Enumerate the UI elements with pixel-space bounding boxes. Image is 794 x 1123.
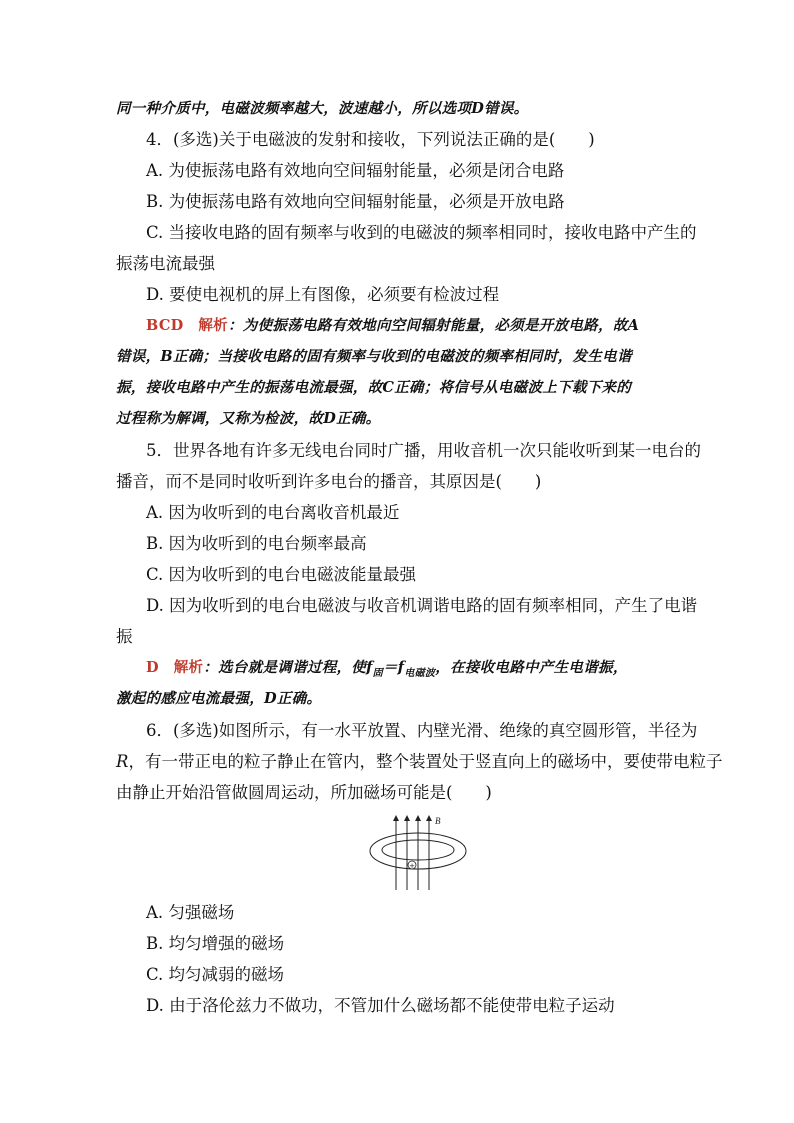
question-4-explanation-line3: 振，接收电路中产生的振荡电流最强，故C正确；将信号从电磁波上下载下来的: [116, 379, 632, 396]
question-4-explanation-line2: 错误，B正确；当接收电路的固有频率与收到的电磁波的频率相同时，发生电谐: [116, 348, 632, 365]
explanation-label: 解析: [173, 659, 204, 676]
question-5-explanation-text1: ：选台就是调谐过程，使: [203, 659, 367, 676]
explanation-label: 解析: [198, 317, 228, 334]
question-6-option-a: A. 匀强磁场: [146, 903, 235, 922]
question-4-option-d: D. 要使电视机的屏上有图像，必须要有检波过程: [146, 285, 500, 304]
question-5-stem-line2: 播音，而不是同时收听到许多电台的播音，其原因是( ): [116, 472, 542, 491]
question-5-option-c: C. 因为收听到的电台电磁波能量最强: [146, 565, 417, 584]
charge-symbol: +: [409, 862, 415, 870]
question-5-explanation-line1: [146, 658, 628, 684]
question-4-option-c-line1: C. 当接收电路的固有频率与收到的电磁波的频率相同时，接收电路中产生的: [146, 223, 697, 242]
question-4-option-b: B. 为使振荡电路有效地向空间辐射能量，必须是开放电路: [146, 192, 565, 211]
question-6-stem-line3: 由静止开始沿管做圆周运动，所加磁场可能是( ): [116, 783, 492, 802]
question-4-explanation-line4: 过程称为解调，又称为检波，故D正确。: [116, 410, 381, 427]
question-6-stem-line1: 6．(多选)如图所示，有一水平放置、内壁光滑、绝缘的真空圆形管，半径为: [146, 721, 698, 740]
radius-symbol: R: [116, 752, 129, 771]
question-4-stem: 4．(多选)关于电磁波的发射和接收，下列说法正确的是( ): [146, 130, 595, 149]
question-5-option-b: B. 因为收听到的电台频率最高: [146, 534, 367, 553]
frequency-subscript-wave: 电磁波: [404, 667, 436, 679]
question-6-option-d: D. 由于洛伦兹力不做功，不管加什么磁场都不能使带电粒子运动: [146, 996, 615, 1015]
question-5-option-d-line2: 振: [116, 627, 133, 646]
question-6-option-c: C. 均匀减弱的磁场: [146, 965, 285, 984]
question-4-option-c-line2: 振荡电流最强: [116, 254, 215, 273]
field-label: B: [435, 816, 441, 826]
question-6-stem-line2: [116, 752, 722, 772]
question-4-explanation-text1: ：为使振荡电路有效地向空间辐射能量，必须是开放电路，故A: [227, 317, 640, 334]
frequency-symbol-2: f: [397, 659, 405, 676]
question-5-stem-line1: 5．世界各地有许多无线电台同时广播，用收音机一次只能收听到某一电台的: [146, 441, 701, 460]
question-4-option-a: A. 为使振荡电路有效地向空间辐射能量，必须是闭合电路: [146, 161, 565, 180]
frequency-subscript-natural: 固: [372, 667, 383, 679]
equals-sign: ＝: [382, 659, 398, 676]
frequency-symbol: f: [366, 659, 373, 676]
question-4-answer: BCD: [146, 317, 184, 334]
question-6-option-b: B. 均匀增强的磁场: [146, 934, 285, 953]
question-5-explanation-line2: 激起的感应电流最强，D正确。: [116, 690, 322, 707]
question-6-stem-line2-text: ，有一带正电的粒子静止在管内，整个装置处于竖直向上的磁场中，要使带电粒子: [128, 752, 723, 771]
question-4-explanation-line1: [146, 316, 639, 336]
question-5-explanation-text2: ，在接收电路中产生电谐振，: [435, 659, 628, 676]
question-5-option-d-line1: D. 因为收听到的电台电磁波与收音机调谐电路的固有频率相同，产生了电谐: [146, 596, 698, 615]
question-5-option-a: A. 因为收听到的电台离收音机最近: [146, 503, 400, 522]
ring-tube-magnetic-field-figure: [366, 815, 474, 891]
question-5-answer: D: [146, 659, 159, 676]
answer-explanation-prev-end: 同一种介质中，电磁波频率越大，波速越小，所以选项D错误。: [116, 100, 529, 117]
